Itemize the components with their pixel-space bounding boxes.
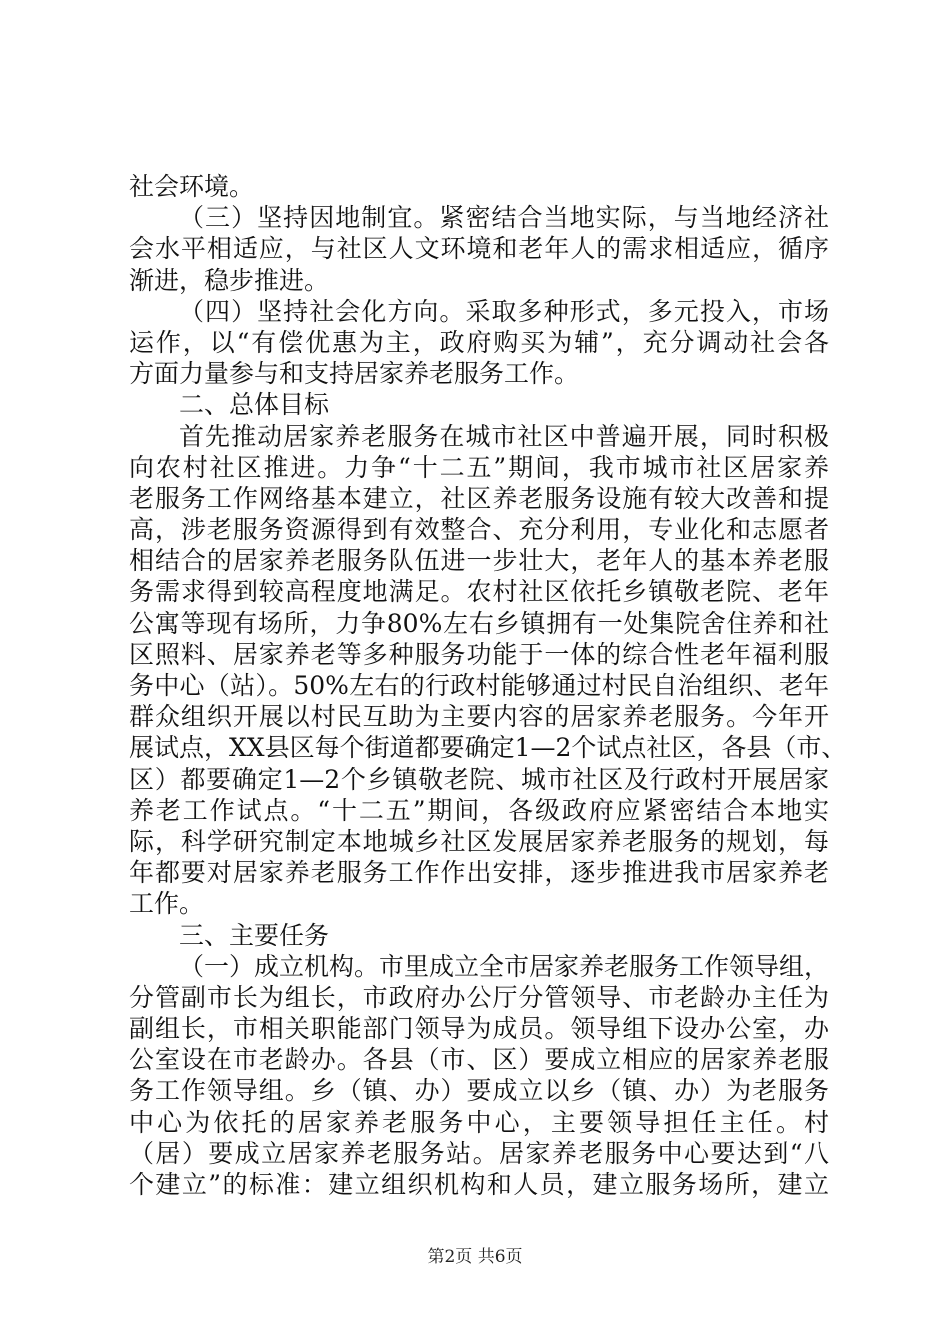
text-line: 三、主要任务 [179, 920, 330, 950]
text-line: 年都要对居家养老服务工作作出安排，逐步推进我市居家养老 [129, 858, 829, 888]
text-line: 运作，以“有偿优惠为主，政府购买为辅”，充分调动社会各 [129, 327, 829, 357]
text-line: 中心为依托的居家养老服务中心，主要领导担任主任。村 [129, 1107, 829, 1137]
text-line: 际，科学研究制定本地城乡社区发展居家养老服务的规划，每 [129, 826, 829, 856]
text-line: 社会环境。 [129, 172, 255, 201]
text-line: 务工作领导组。乡（镇、办）要成立以乡（镇、办）为老服务 [129, 1076, 829, 1106]
text-line: 展试点，XX县区每个街道都要确定1—2个试点社区，各县（市、 [129, 733, 847, 763]
text-line: （居）要成立居家养老服务站。居家养老服务中心要达到“八 [129, 1138, 829, 1168]
text-line: 区）都要确定1—2个乡镇敬老院、城市社区及行政村开展居家 [129, 764, 829, 794]
text-line: 群众组织开展以村民互助为主要内容的居家养老服务。今年开 [129, 702, 829, 732]
text-line: 副组长，市相关职能部门领导为成员。领导组下设办公室，办 [129, 1014, 829, 1044]
text-line: 务需求得到较高程度地满足。农村社区依托乡镇敬老院、老年 [129, 577, 829, 607]
text-line: 老服务工作网络基本建立，社区养老服务设施有较大改善和提 [129, 483, 829, 513]
page-footer: 第2页 共6页 [427, 1247, 523, 1267]
text-line: 个建立”的标准：建立组织机构和人员，建立服务场所，建立 [129, 1170, 829, 1199]
text-line: 公寓等现有场所，力争80%左右乡镇拥有一处集院舍住养和社 [129, 608, 829, 638]
text-line: （四）坚持社会化方向。采取多种形式，多元投入，市场 [179, 296, 829, 326]
text-line: 会水平相适应，与社区人文环境和老年人的需求相适应，循序 [129, 234, 829, 264]
text-line: 工作。 [129, 889, 205, 919]
text-line: 分管副市长为组长，市政府办公厅分管领导、市老龄办主任为 [129, 982, 829, 1012]
body-text [129, 171, 847, 1200]
text-line: 二、总体目标 [179, 390, 330, 420]
text-line: 相结合的居家养老服务队伍进一步壮大，老年人的基本养老服 [129, 546, 829, 576]
text-line: 渐进，稳步推进。 [129, 265, 330, 295]
text-line: 方面力量参与和支持居家养老服务工作。 [129, 359, 580, 389]
text-line: 公室设在市老龄办。各县（市、区）要成立相应的居家养老服 [129, 1045, 829, 1075]
text-line: 首先推动居家养老服务在城市社区中普遍开展，同时积极 [179, 421, 829, 451]
text-line: 区照料、居家养老等多种服务功能于一体的综合性老年福利服 [129, 639, 829, 669]
text-line: 养老工作试点。“十二五”期间，各级政府应紧密结合本地实 [129, 795, 829, 825]
text-line: 务中心（站）。50%左右的行政村能够通过村民自治组织、老年 [129, 671, 829, 700]
text-line: （一）成立机构。市里成立全市居家养老服务工作领导组， [179, 951, 830, 981]
text-line: 高，涉老服务资源得到有效整合、充分利用，专业化和志愿者 [129, 515, 829, 545]
text-line: 向农村社区推进。力争“十二五”期间，我市城市社区居家养 [129, 452, 829, 482]
text-line: （三）坚持因地制宜。紧密结合当地实际，与当地经济社 [179, 203, 829, 233]
